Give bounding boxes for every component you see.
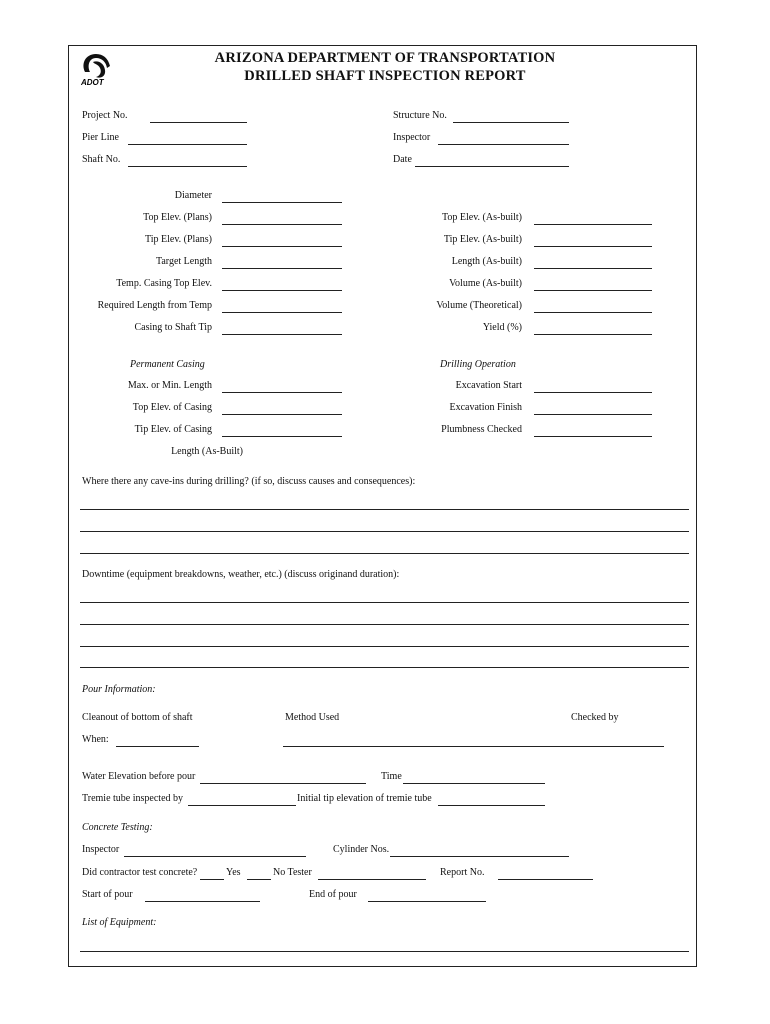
temp-casing-top-field[interactable] xyxy=(222,290,342,291)
drilling-operation-heading: Drilling Operation xyxy=(440,359,516,370)
concrete-inspector-label: Inspector xyxy=(82,844,120,855)
yes-field[interactable] xyxy=(200,879,224,880)
volume-asbuilt-label: Volume (As-built) xyxy=(449,278,522,289)
pier-line-field[interactable] xyxy=(128,144,247,145)
date-field[interactable] xyxy=(415,166,569,167)
report-no-field[interactable] xyxy=(498,879,593,880)
water-elev-label: Water Elevation before pour xyxy=(82,771,196,782)
length-asbuilt-field[interactable] xyxy=(534,268,652,269)
list-equipment-heading: List of Equipment: xyxy=(82,917,157,928)
top-elev-asbuilt-field[interactable] xyxy=(534,224,652,225)
water-elev-field[interactable] xyxy=(200,783,366,784)
plumbness-checked-field[interactable] xyxy=(534,436,652,437)
project-no-field[interactable] xyxy=(150,122,247,123)
top-elev-plans-label: Top Elev. (Plans) xyxy=(143,212,212,223)
project-no-label: Project No. xyxy=(82,110,128,121)
structure-no-field[interactable] xyxy=(453,122,569,123)
pier-line-label: Pier Line xyxy=(82,132,119,143)
casing-to-tip-field[interactable] xyxy=(222,334,342,335)
max-min-length-label: Max. or Min. Length xyxy=(127,380,212,391)
start-pour-label: Start of pour xyxy=(82,889,133,900)
casing-length-asbuilt-label: Length (As-Built) xyxy=(171,446,243,457)
svg-text:ADOT: ADOT xyxy=(81,78,104,87)
volume-theoretical-label: Volume (Theoretical) xyxy=(436,300,522,311)
target-length-field[interactable] xyxy=(222,268,342,269)
tremie-inspected-label: Tremie tube inspected by xyxy=(82,793,184,804)
yes-label: Yes xyxy=(226,867,241,878)
tip-elev-plans-field[interactable] xyxy=(222,246,342,247)
method-checked-field[interactable] xyxy=(283,746,664,747)
structure-no-label: Structure No. xyxy=(393,110,447,121)
inspector-label: Inspector xyxy=(393,132,431,143)
excavation-start-field[interactable] xyxy=(534,392,652,393)
downtime-line-4[interactable] xyxy=(80,667,689,668)
method-used-label: Method Used xyxy=(285,712,340,723)
cave-ins-line-2[interactable] xyxy=(80,531,689,532)
volume-theoretical-field[interactable] xyxy=(534,312,652,313)
concrete-inspector-field[interactable] xyxy=(124,856,306,857)
diameter-label: Diameter xyxy=(174,190,212,201)
cylinder-nos-label: Cylinder Nos. xyxy=(333,844,390,855)
equipment-line[interactable] xyxy=(80,951,689,952)
title-line-2: DRILLED SHAFT INSPECTION REPORT xyxy=(244,68,526,84)
cave-ins-line-3[interactable] xyxy=(80,553,689,554)
temp-casing-top-label: Temp. Casing Top Elev. xyxy=(116,278,212,289)
permanent-casing-heading: Permanent Casing xyxy=(130,359,205,370)
excavation-finish-field[interactable] xyxy=(534,414,652,415)
target-length-label: Target Length xyxy=(155,256,212,267)
contractor-test-label: Did contractor test concrete? xyxy=(82,867,198,878)
length-asbuilt-label: Length (As-built) xyxy=(451,256,522,267)
tip-elev-asbuilt-field[interactable] xyxy=(534,246,652,247)
tip-elev-asbuilt-label: Tip Elev. (As-built) xyxy=(443,234,522,245)
tremie-inspected-field[interactable] xyxy=(188,805,296,806)
top-elev-asbuilt-label: Top Elev. (As-built) xyxy=(441,212,522,223)
cave-ins-line-1[interactable] xyxy=(80,509,689,510)
end-pour-label: End of pour xyxy=(309,889,357,900)
downtime-line-3[interactable] xyxy=(80,646,689,647)
yield-label: Yield (%) xyxy=(482,322,522,333)
tester-field[interactable] xyxy=(318,879,426,880)
end-pour-field[interactable] xyxy=(368,901,486,902)
checked-by-label: Checked by xyxy=(571,712,619,723)
shaft-no-field[interactable] xyxy=(128,166,247,167)
tip-elev-casing-label: Tip Elev. of Casing xyxy=(134,424,212,435)
cylinder-nos-field[interactable] xyxy=(390,856,569,857)
excavation-start-label: Excavation Start xyxy=(455,380,522,391)
tip-elev-casing-field[interactable] xyxy=(222,436,342,437)
volume-asbuilt-field[interactable] xyxy=(534,290,652,291)
concrete-testing-heading: Concrete Testing: xyxy=(82,822,153,833)
downtime-question: Downtime (equipment breakdowns, weather, etc.) (discuss originand duration): xyxy=(82,569,400,580)
form-border xyxy=(68,45,697,967)
top-elev-casing-field[interactable] xyxy=(222,414,342,415)
diameter-field[interactable] xyxy=(222,202,342,203)
report-no-label: Report No. xyxy=(440,867,485,878)
casing-to-tip-label: Casing to Shaft Tip xyxy=(134,322,212,333)
no-field[interactable] xyxy=(247,879,271,880)
downtime-line-2[interactable] xyxy=(80,624,689,625)
yield-field[interactable] xyxy=(534,334,652,335)
initial-tip-label: Initial tip elevation of tremie tube xyxy=(297,793,432,804)
start-pour-field[interactable] xyxy=(145,901,260,902)
no-tester-label: No Tester xyxy=(273,867,312,878)
cave-ins-question: Where there any cave-ins during drilling? (if so, discuss causes and consequences): xyxy=(82,476,416,487)
top-elev-plans-field[interactable] xyxy=(222,224,342,225)
shaft-no-label: Shaft No. xyxy=(82,154,121,165)
req-length-temp-field[interactable] xyxy=(222,312,342,313)
excavation-finish-label: Excavation Finish xyxy=(449,402,522,413)
top-elev-casing-label: Top Elev. of Casing xyxy=(132,402,212,413)
max-min-length-field[interactable] xyxy=(222,392,342,393)
plumbness-checked-label: Plumbness Checked xyxy=(441,424,522,435)
inspector-field[interactable] xyxy=(438,144,569,145)
initial-tip-field[interactable] xyxy=(438,805,545,806)
title-line-1: ARIZONA DEPARTMENT OF TRANSPORTATION xyxy=(214,50,556,66)
req-length-temp-label: Required Length from Temp xyxy=(97,300,212,311)
time-field[interactable] xyxy=(403,783,545,784)
when-label: When: xyxy=(82,734,109,745)
pour-info-heading: Pour Information: xyxy=(82,684,156,695)
tip-elev-plans-label: Tip Elev. (Plans) xyxy=(144,234,212,245)
time-label: Time xyxy=(381,771,402,782)
downtime-line-1[interactable] xyxy=(80,602,689,603)
date-label: Date xyxy=(393,154,412,165)
when-field[interactable] xyxy=(116,746,199,747)
cleanout-label: Cleanout of bottom of shaft xyxy=(82,712,193,723)
